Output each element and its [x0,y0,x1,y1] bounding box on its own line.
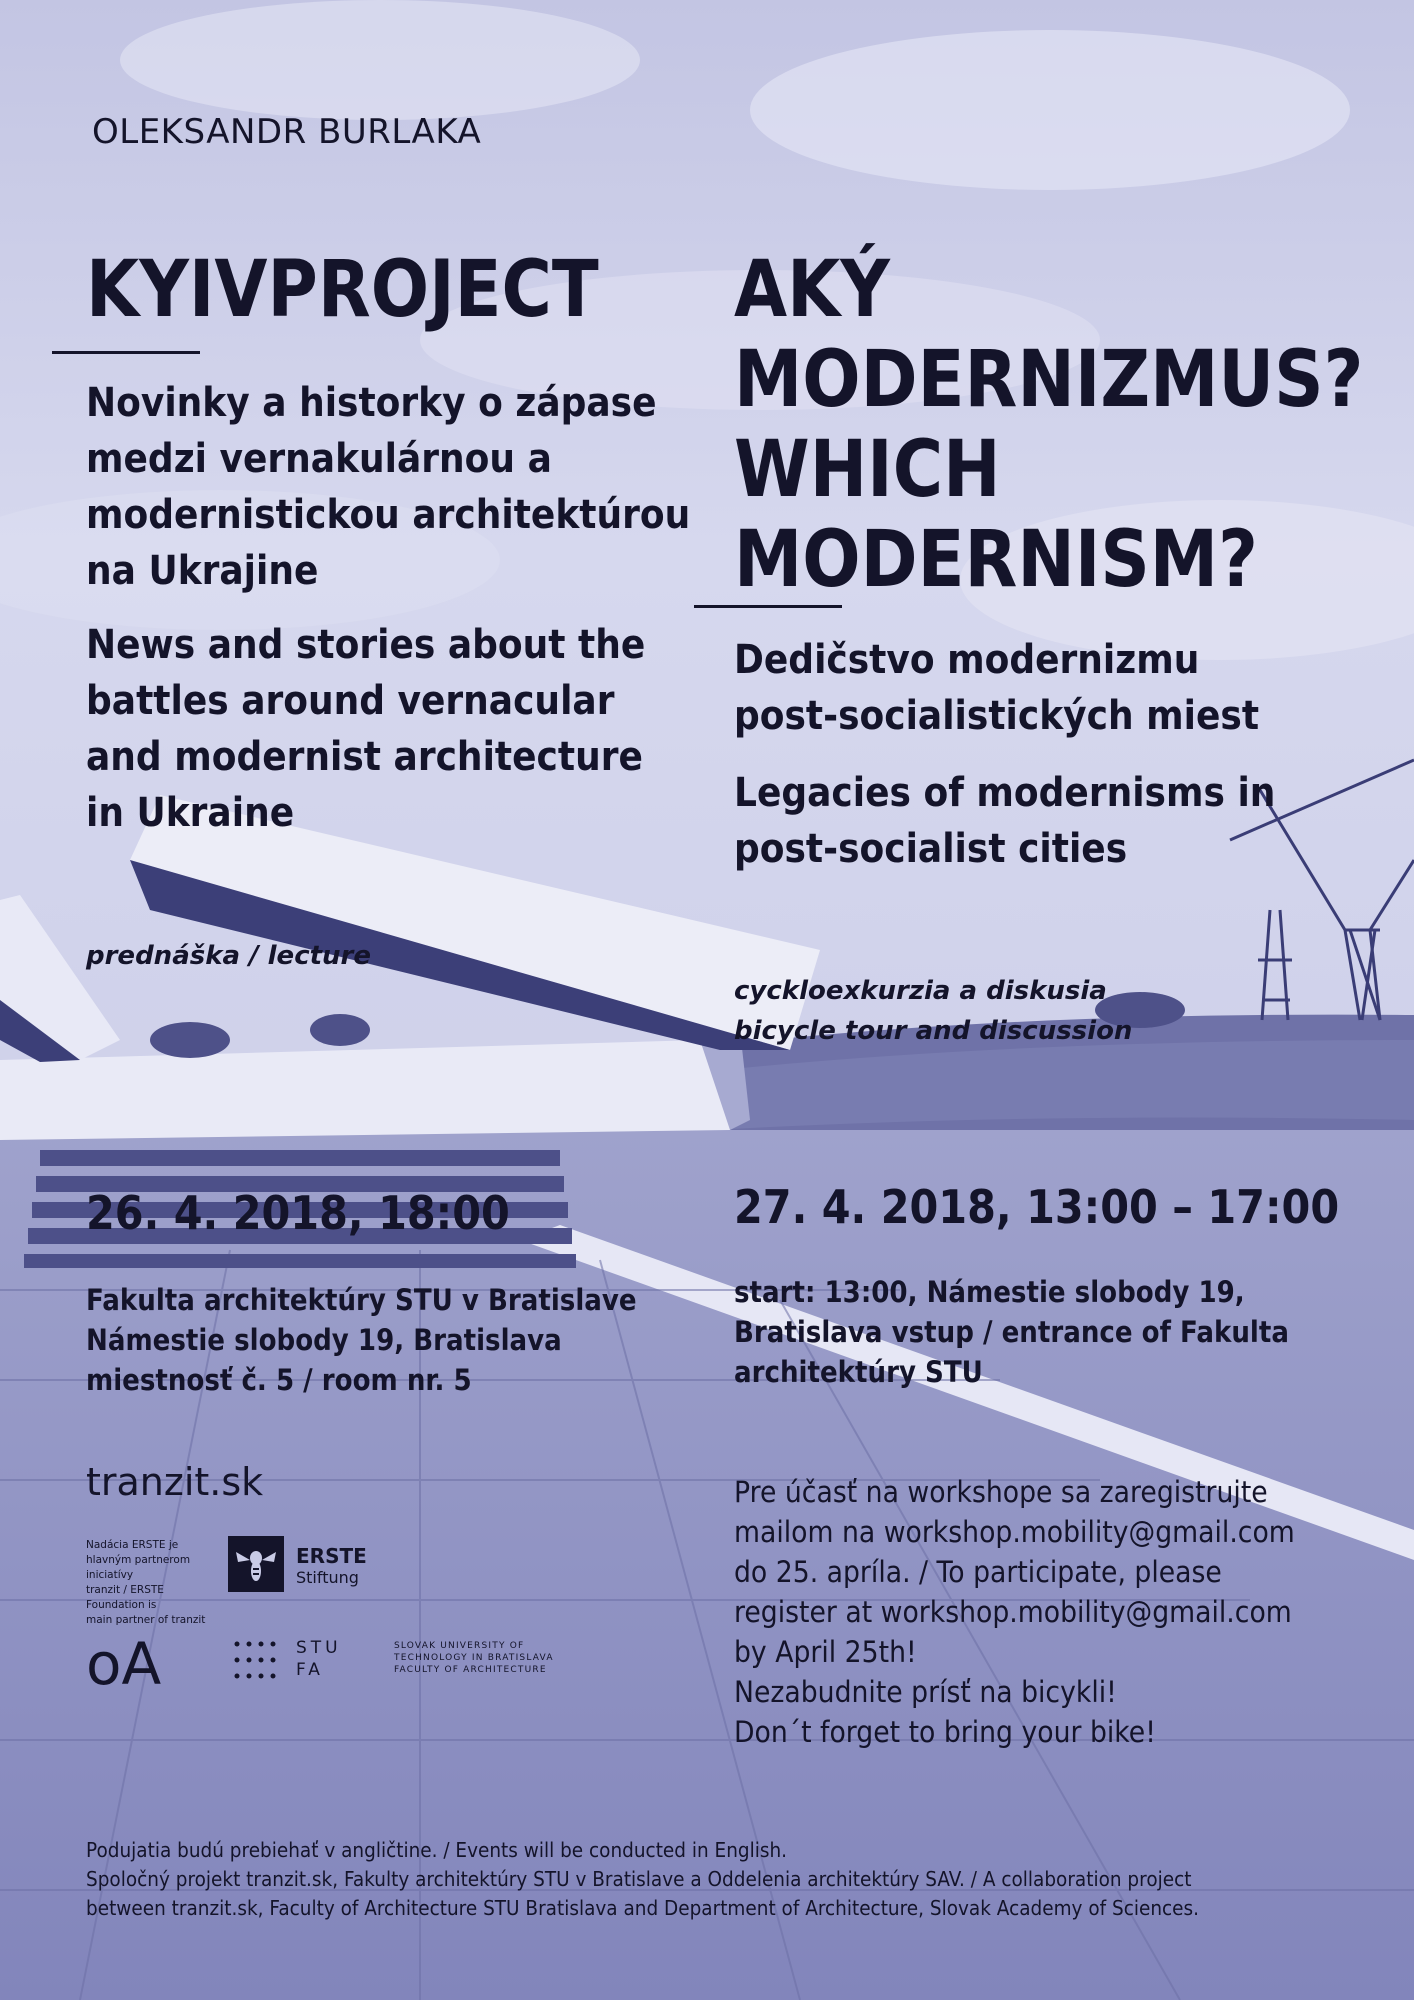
stu-fa: FA [296,1660,324,1680]
speaker-name: OLEKSANDR BURLAKA [92,112,482,152]
stu-dots-icon [234,1640,286,1680]
lecture-title: KYIVPROJECT [86,245,599,335]
erste-sub: Stiftung [296,1568,359,1587]
erste-name: ERSTE [296,1544,367,1568]
lecture-venue: Fakulta architektúry STU v Bratislave Námestie slobody 19, Bratislava miestnosť č. 5 / room nr. 5 [86,1283,637,1397]
tour-subtitle-sk: Dedičstvo modernizmu post-socialistických miest [734,637,1260,739]
lecture-subtitle-sk: Novinky a historky o zápase medzi vernakulárnou a modernistickou architektúrou na Ukrajine [86,380,691,594]
tour-divider [694,605,842,608]
registration-info: Pre účasť na workshope sa zaregistrujte mailom na workshop.mobility@gmail.com do 25. apríla. / To participate, please register at workshop.mobility@gmail.com by April 25th! Nezabudnite prísť na bicykli! Don´t forget to bring your bike! [734,1475,1295,1749]
lecture-subtitle-en: News and stories about the battles around vernacular and modernist architecture in Ukraine [86,622,646,836]
lecture-datetime: 26. 4. 2018, 18:00 [86,1186,510,1240]
erste-wasp-icon [228,1536,284,1592]
footer-notes: Podujatia budú prebiehať v angličtine. / Events will be conducted in English. Spoločný projekt tranzit.sk, Fakulty architektúry STU v Bratislave a Oddelenia architektúry SAV. / A collaboration project between tranzit.sk, Faculty of Architecture STU Bratislava and Department of Architecture, Slovak Academy of Sciences. [86,1838,1200,1920]
stu-full-name: SLOVAK UNIVERSITY OF TECHNOLOGY IN BRATISLAVA FACULTY OF ARCHITECTURE [394,1641,554,1675]
tour-subtitle-en: Legacies of modernisms in post-socialist cities [734,770,1276,872]
tour-title: AKÝ MODERNIZMUS? WHICH MODERNISM? [734,245,1364,605]
tranzit-logo: tranzit.sk [86,1460,264,1504]
lecture-divider [52,351,200,354]
tour-venue: start: 13:00, Námestie slobody 19, Bratislava vstup / entrance of Fakulta architektúry STU [734,1275,1289,1389]
oa-logo: oA [86,1630,162,1698]
tour-datetime: 27. 4. 2018, 13:00 – 17:00 [734,1180,1340,1234]
lecture-type: prednáška / lecture [86,941,371,971]
tour-type: cyckloexkurzia a diskusia bicycle tour and discussion [734,976,1133,1046]
erste-note: Nadácia ERSTE je hlavným partnerom iniciatívy tranzit / ERSTE Foundation is main partner of tranzit [86,1539,206,1626]
stu-abbr: STU [296,1638,342,1658]
